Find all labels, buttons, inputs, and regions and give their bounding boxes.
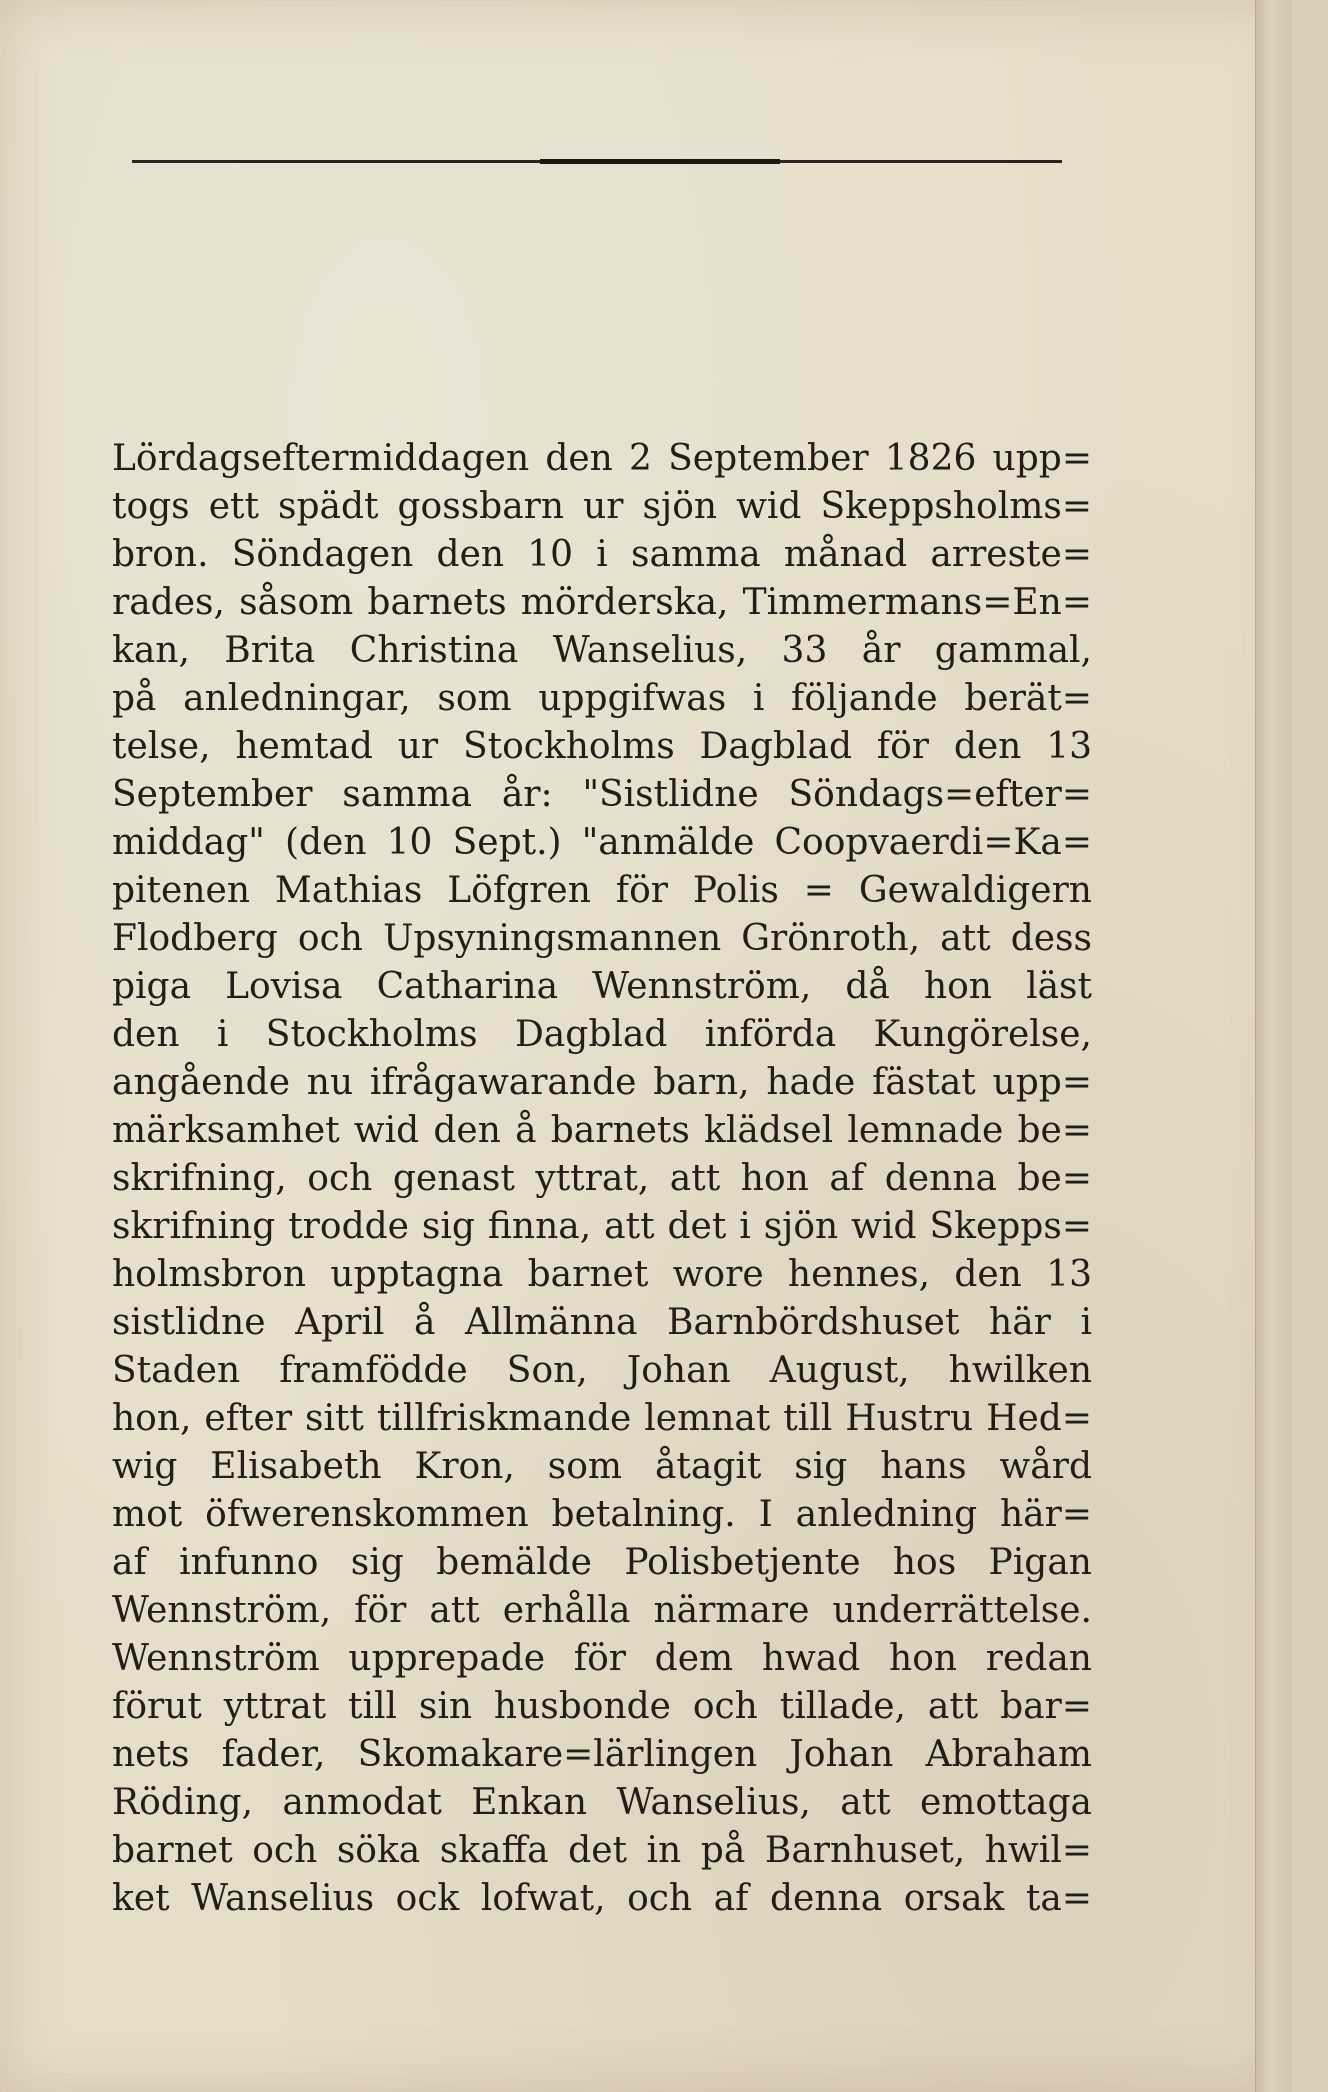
text-line: Röding, anmodat Enkan Wanselius, att emottaga xyxy=(112,1782,1092,1823)
text-line: af infunno sig bemälde Polisbetjente hos Pigan xyxy=(112,1542,1092,1583)
text-line: sistlidne April å Allmänna Barnbördshuset här i xyxy=(112,1302,1092,1343)
text-line: nets fader, Skomakare=lärlingen Johan Abraham xyxy=(112,1734,1092,1775)
text-line: togs ett spädt gossbarn ur sjön wid Skeppsholms= xyxy=(112,486,1092,527)
text-line: Wennström, för att erhålla närmare underrättelse. xyxy=(112,1590,1092,1631)
text-line: Staden framfödde Son, Johan August, hwilken xyxy=(112,1350,1092,1391)
text-line: barnet och söka skaffa det in på Barnhuset, hwil= xyxy=(112,1830,1092,1871)
text-line: märksamhet wid den å barnets klädsel lemnade be= xyxy=(112,1110,1092,1151)
text-line: kan, Brita Christina Wanselius, 33 år gammal, xyxy=(112,630,1092,671)
text-line: angående nu ifrågawarande barn, hade fästat upp= xyxy=(112,1062,1092,1103)
text-line: pitenen Mathias Löfgren för Polis = Gewaldigern xyxy=(112,870,1092,911)
text-line: hon, efter sitt tillfriskmande lemnat till Hustru Hed= xyxy=(112,1398,1092,1439)
text-line: mot öfwerenskommen betalning. I anledning här= xyxy=(112,1494,1092,1535)
body-text xyxy=(112,435,1092,1923)
decorative-rule-center xyxy=(540,159,780,164)
text-line: Lördagseftermiddagen den 2 September 1826 upp= xyxy=(112,438,1092,479)
text-line: skrifning trodde sig finna, att det i sjön wid Skepps= xyxy=(112,1206,1092,1247)
text-line: telse, hemtad ur Stockholms Dagblad för den 13 xyxy=(112,726,1092,767)
text-line: wig Elisabeth Kron, som åtagit sig hans wård xyxy=(112,1446,1092,1487)
text-line: September samma år: "Sistlidne Söndags=efter= xyxy=(112,774,1092,815)
text-line: Flodberg och Upsyningsmannen Grönroth, att dess xyxy=(112,918,1092,959)
text-line: ket Wanselius ock lofwat, och af denna orsak ta= xyxy=(112,1878,1092,1919)
text-line: piga Lovisa Catharina Wennström, då hon läst xyxy=(112,966,1092,1007)
text-line: på anledningar, som uppgifwas i följande berät= xyxy=(112,678,1092,719)
text-line: rades, såsom barnets mörderska, Timmermans=En= xyxy=(112,582,1092,623)
page-edge xyxy=(1255,0,1292,2092)
text-line: förut yttrat till sin husbonde och tillade, att bar= xyxy=(112,1686,1092,1727)
text-line: middag" (den 10 Sept.) "anmälde Coopvaerdi=Ka= xyxy=(112,822,1092,863)
text-line: Wennström upprepade för dem hwad hon redan xyxy=(112,1638,1092,1679)
text-line: den i Stockholms Dagblad införda Kungörelse, xyxy=(112,1014,1092,1055)
text-line: skrifning, och genast yttrat, att hon af denna be= xyxy=(112,1158,1092,1199)
text-line: bron. Söndagen den 10 i samma månad arreste= xyxy=(112,534,1092,575)
text-line: holmsbron upptagna barnet wore hennes, den 13 xyxy=(112,1254,1092,1295)
